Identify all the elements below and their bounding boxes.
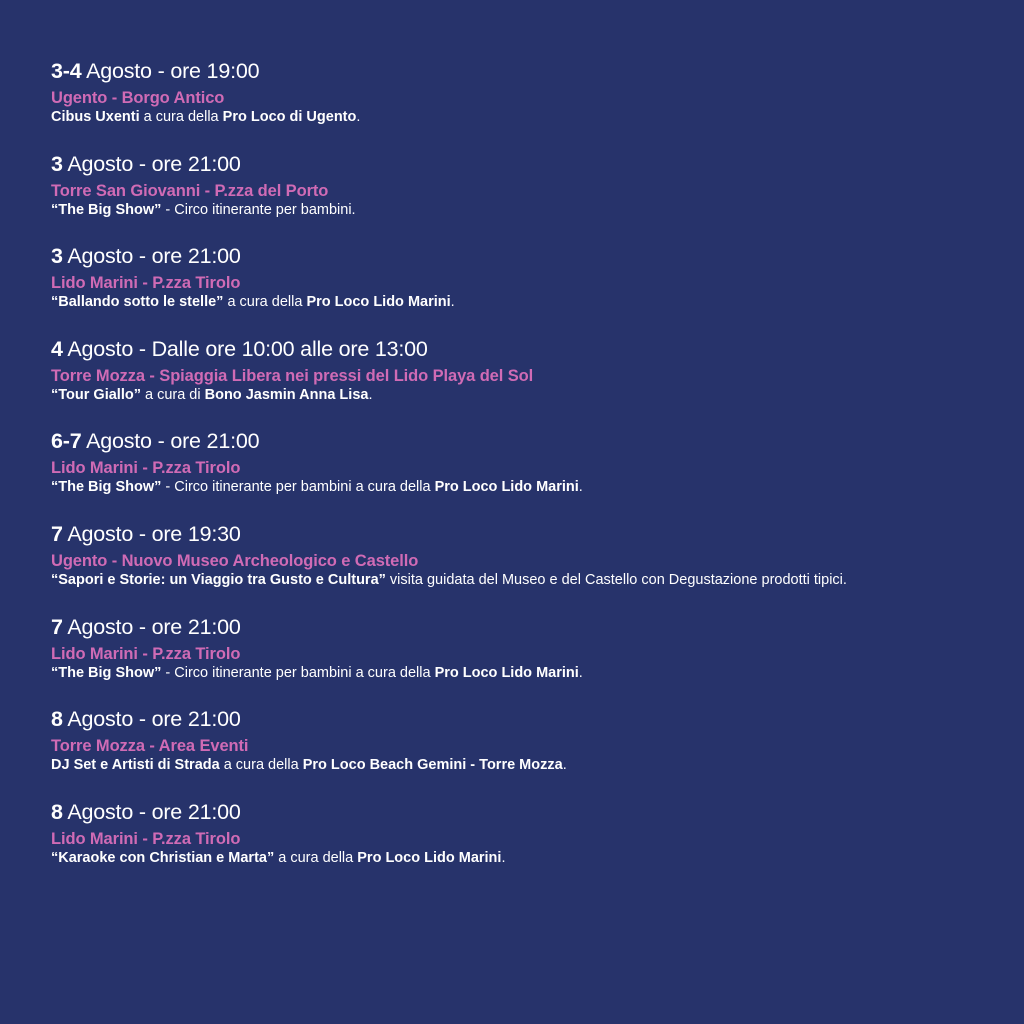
event-date-days: 6-7 <box>51 429 82 454</box>
event-date <box>51 427 1011 455</box>
event-item <box>51 150 1011 243</box>
event-location: Torre Mozza - Area Eventi <box>51 737 249 756</box>
event-item <box>51 798 1011 891</box>
event-location: Lido Marini - P.zza Tirolo <box>51 829 241 848</box>
event-item <box>51 57 1011 150</box>
event-description <box>51 664 1011 682</box>
event-date <box>51 705 1011 733</box>
event-date-days: 3 <box>51 244 63 269</box>
description-highlight: “Karaoke con Christian e Marta” <box>51 849 275 866</box>
event-location: Ugento - Nuovo Museo Archeologico e Castello <box>51 551 419 570</box>
event-description <box>51 756 1011 774</box>
event-date-time: Agosto - Dalle ore 10:00 alle ore 13:00 <box>62 336 428 361</box>
description-text: - Circo itinerante per bambini. <box>161 201 356 218</box>
event-date <box>51 150 1011 178</box>
description-text: . <box>368 386 373 403</box>
event-description <box>51 849 1011 867</box>
description-text: - Circo itinerante per bambini a cura della <box>161 664 435 681</box>
event-date <box>51 798 1011 826</box>
description-text: - Circo itinerante per bambini a cura della <box>161 479 435 496</box>
event-date-time: Agosto - ore 19:00 <box>81 59 260 83</box>
event-date-time: Agosto - ore 21:00 <box>62 707 241 732</box>
description-text: . <box>501 849 506 866</box>
event-item <box>51 427 1011 520</box>
description-highlight: “Sapori e Storie: un Viaggio tra Gusto e Cultura” <box>51 571 386 588</box>
event-location: Ugento - Borgo Antico <box>51 89 225 107</box>
event-date <box>51 242 1011 270</box>
description-text: a cura della <box>139 109 223 125</box>
description-text: . <box>578 479 583 496</box>
event-item <box>51 520 1011 613</box>
event-description <box>51 386 1011 404</box>
event-list <box>51 57 1011 890</box>
description-highlight: Pro Loco Lido Marini <box>434 664 579 681</box>
event-date-time: Agosto - ore 21:00 <box>62 151 241 176</box>
description-highlight: Pro Loco Beach Gemini - Torre Mozza <box>302 757 563 774</box>
description-highlight: DJ Set e Artisti di Strada <box>51 757 220 774</box>
event-location: Lido Marini - P.zza Tirolo <box>51 644 241 663</box>
event-location: Lido Marini - P.zza Tirolo <box>51 459 241 478</box>
event-location: Lido Marini - P.zza Tirolo <box>51 274 241 293</box>
description-highlight: Pro Loco Lido Marini <box>434 479 579 496</box>
description-text: a cura della <box>219 757 303 774</box>
description-highlight: Cibus Uxenti <box>51 109 140 125</box>
description-highlight: “The Big Show” <box>51 479 162 496</box>
description-text: . <box>562 757 567 774</box>
event-description <box>51 571 1011 589</box>
event-date-days: 3 <box>51 151 63 176</box>
description-highlight: “The Big Show” <box>51 664 162 681</box>
event-date-days: 7 <box>51 521 63 546</box>
event-item <box>51 705 1011 798</box>
description-text: . <box>578 664 583 681</box>
description-text: a cura di <box>140 386 205 403</box>
event-description <box>51 478 1011 496</box>
event-date-time: Agosto - ore 21:00 <box>81 429 260 454</box>
event-date-time: Agosto - ore 21:00 <box>62 799 241 824</box>
description-text: a cura della <box>274 849 358 866</box>
description-highlight: “The Big Show” <box>51 201 162 218</box>
description-text: visita guidata del Museo e del Castello con Degustazione prodotti tipici. <box>385 571 847 588</box>
description-highlight: Bono Jasmin Anna Lisa <box>204 386 369 403</box>
description-highlight: “Tour Giallo” <box>51 386 141 403</box>
event-date-time: Agosto - ore 19:30 <box>62 521 241 546</box>
event-description <box>51 108 1011 126</box>
description-highlight: Pro Loco Lido Marini <box>306 294 451 311</box>
event-item <box>51 613 1011 706</box>
event-date-time: Agosto - ore 21:00 <box>62 244 241 269</box>
event-item <box>51 242 1011 335</box>
event-date <box>51 520 1011 548</box>
description-text: . <box>356 109 361 125</box>
description-text: . <box>450 294 455 311</box>
event-date <box>51 613 1011 641</box>
event-date <box>51 57 1011 85</box>
event-date <box>51 335 1011 363</box>
event-date-days: 4 <box>51 336 63 361</box>
event-date-time: Agosto - ore 21:00 <box>62 614 241 639</box>
event-description <box>51 293 1011 311</box>
event-date-days: 3-4 <box>51 59 82 83</box>
description-highlight: “Ballando sotto le stelle” <box>51 294 224 311</box>
event-date-days: 8 <box>51 707 63 732</box>
event-location: Torre Mozza - Spiaggia Libera nei pressi del Lido Playa del Sol <box>51 366 534 385</box>
event-location: Torre San Giovanni - P.zza del Porto <box>51 181 329 200</box>
event-description <box>51 201 1011 219</box>
event-item <box>51 335 1011 428</box>
description-highlight: Pro Loco di Ugento <box>222 109 357 125</box>
description-highlight: Pro Loco Lido Marini <box>357 849 502 866</box>
description-text: a cura della <box>223 294 307 311</box>
event-date-days: 7 <box>51 614 63 639</box>
event-date-days: 8 <box>51 799 63 824</box>
